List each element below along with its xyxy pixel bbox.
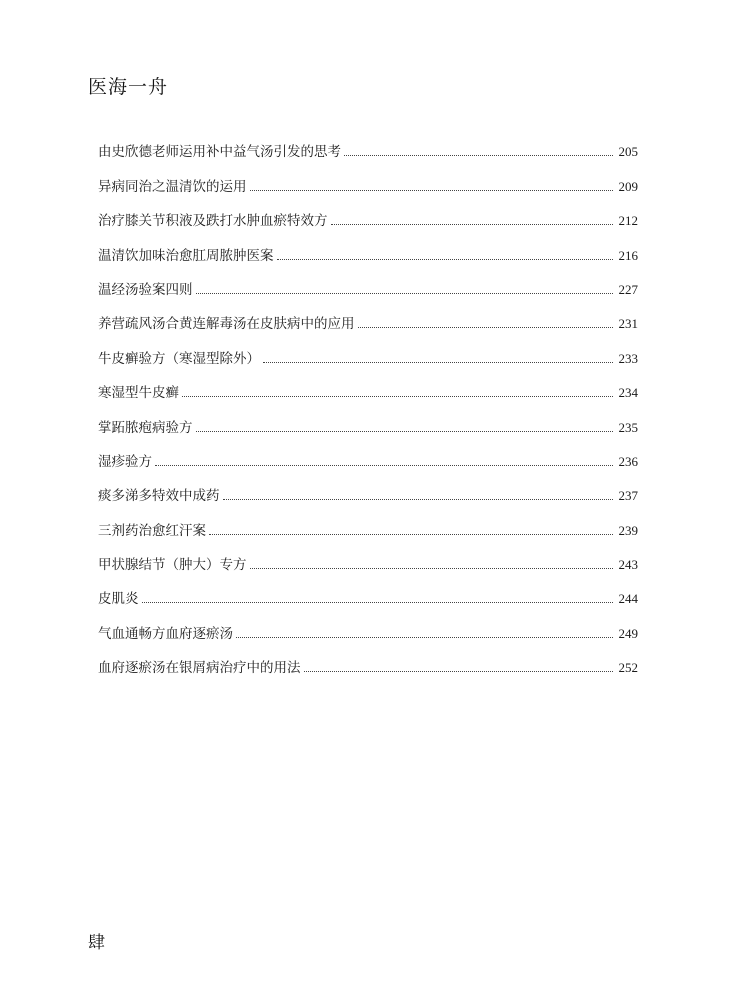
toc-dot-leader xyxy=(209,534,613,535)
toc-entry-title: 痰多涕多特效中成药 xyxy=(98,488,220,505)
toc-entry-title: 掌跖脓疱病验方 xyxy=(98,419,193,436)
toc-entry-page: 227 xyxy=(618,281,638,297)
toc-entry-page: 234 xyxy=(618,385,638,401)
toc-entry[interactable] xyxy=(98,162,638,196)
toc-entry[interactable] xyxy=(98,472,638,506)
toc-entry-page: 233 xyxy=(618,350,638,366)
toc-entry-title: 治疗膝关节积液及跌打水肿血瘀特效方 xyxy=(98,213,328,230)
toc-entry[interactable] xyxy=(98,609,638,643)
toc-entry-title: 由史欣德老师运用补中益气汤引发的思考 xyxy=(98,144,341,161)
toc-entry-page: 249 xyxy=(618,625,638,641)
toc-dot-leader xyxy=(277,259,614,260)
toc-dot-leader xyxy=(250,568,614,569)
toc-entry-title: 血府逐瘀汤在银屑病治疗中的用法 xyxy=(98,660,301,677)
toc-entry[interactable] xyxy=(98,266,638,300)
toc-entry-title: 三剂药治愈红汗案 xyxy=(98,522,206,539)
toc-entry-page: 244 xyxy=(618,591,638,607)
toc-dot-leader xyxy=(250,190,614,191)
toc-entry-title: 温清饮加味治愈肛周脓肿医案 xyxy=(98,247,274,264)
toc-dot-leader xyxy=(223,499,614,500)
toc-entry-page: 235 xyxy=(618,419,638,435)
toc-entry-title: 异病同治之温清饮的运用 xyxy=(98,178,247,195)
toc-entry-page: 212 xyxy=(618,213,638,229)
toc-entry-page: 216 xyxy=(618,247,638,263)
toc-dot-leader xyxy=(344,155,613,156)
toc-dot-leader xyxy=(263,362,613,363)
toc-dot-leader xyxy=(142,602,614,603)
toc-entry[interactable] xyxy=(98,403,638,437)
toc-entry-title: 气血通畅方血府逐瘀汤 xyxy=(98,625,233,642)
toc-entry-page: 237 xyxy=(618,488,638,504)
toc-entry-page: 205 xyxy=(618,144,638,160)
toc-entry[interactable] xyxy=(98,438,638,472)
toc-entry-title: 湿疹验方 xyxy=(98,453,152,470)
toc-entry-page: 239 xyxy=(618,522,638,538)
toc-entry[interactable] xyxy=(98,231,638,265)
toc-entry-page: 231 xyxy=(618,316,638,332)
toc-entry[interactable] xyxy=(98,644,638,678)
toc-dot-leader xyxy=(331,224,614,225)
toc-entry-page: 252 xyxy=(618,660,638,676)
toc-entry-title: 牛皮癣验方（寒湿型除外） xyxy=(98,350,260,367)
toc-dot-leader xyxy=(304,671,614,672)
toc-entry[interactable] xyxy=(98,197,638,231)
toc-entry[interactable] xyxy=(98,541,638,575)
table-of-contents xyxy=(98,128,638,678)
page-folio: 肆 xyxy=(88,933,105,953)
toc-entry[interactable] xyxy=(98,506,638,540)
toc-entry[interactable] xyxy=(98,575,638,609)
toc-entry-page: 209 xyxy=(618,178,638,194)
toc-entry-title: 养营疏风汤合黄连解毒汤在皮肤病中的应用 xyxy=(98,316,355,333)
toc-entry-page: 236 xyxy=(618,453,638,469)
toc-dot-leader xyxy=(358,327,614,328)
toc-dot-leader xyxy=(196,431,614,432)
toc-dot-leader xyxy=(182,396,613,397)
toc-entry-title: 温经汤验案四则 xyxy=(98,281,193,298)
toc-entry-title: 寒湿型牛皮癣 xyxy=(98,385,179,402)
toc-entry[interactable] xyxy=(98,369,638,403)
toc-entry-title: 皮肌炎 xyxy=(98,591,139,608)
toc-dot-leader xyxy=(155,465,613,466)
toc-entry[interactable] xyxy=(98,334,638,368)
running-title: 医海一舟 xyxy=(88,76,169,98)
toc-dot-leader xyxy=(236,637,613,638)
toc-entry-title: 甲状腺结节（肿大）专方 xyxy=(98,557,247,574)
toc-entry[interactable] xyxy=(98,300,638,334)
toc-entry[interactable] xyxy=(98,128,638,162)
toc-dot-leader xyxy=(196,293,614,294)
toc-entry-page: 243 xyxy=(618,557,638,573)
